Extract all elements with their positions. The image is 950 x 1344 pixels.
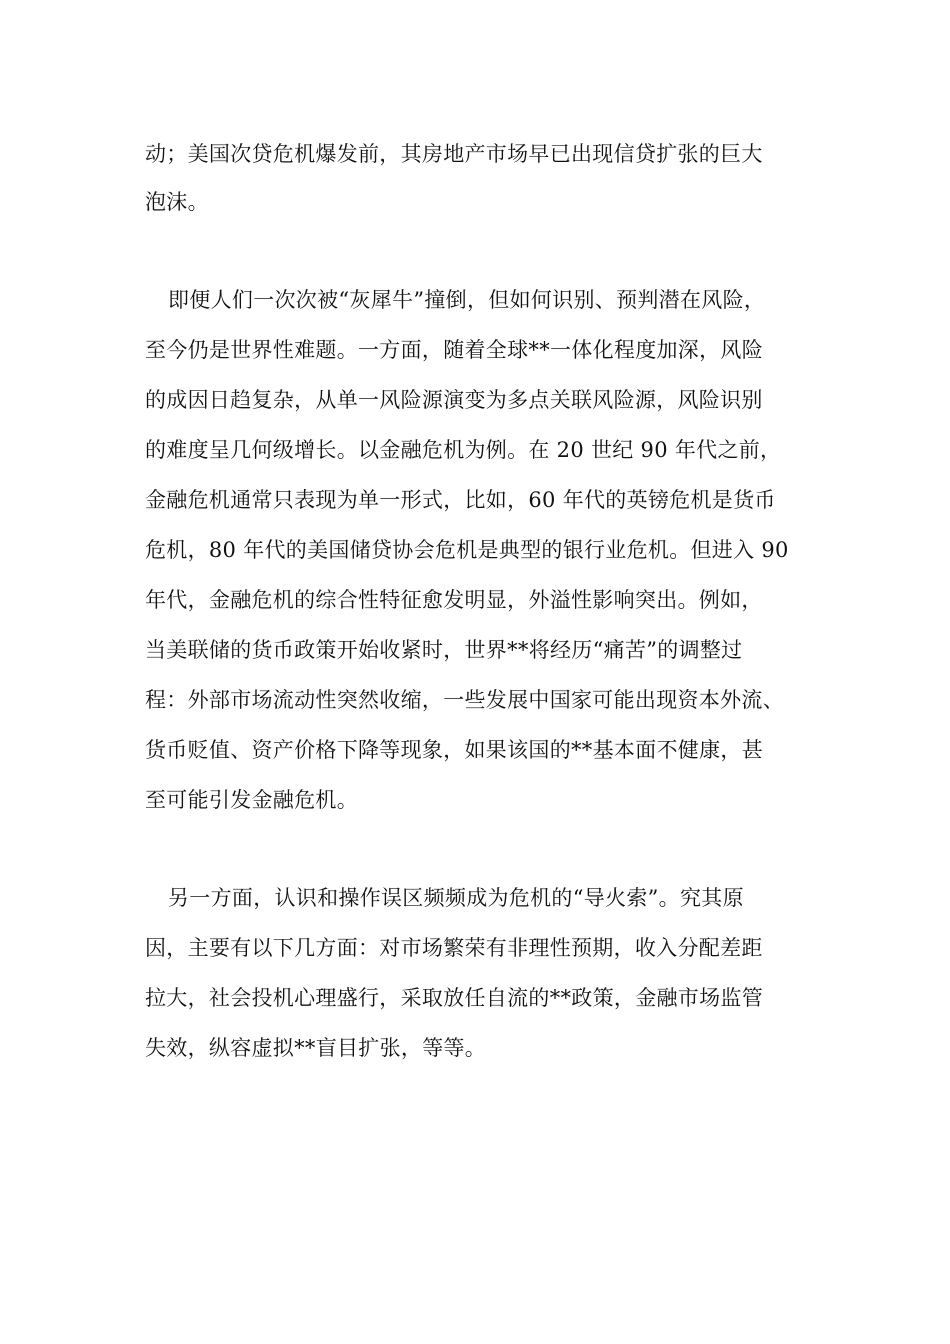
paragraph-3-line-1: 另一方面，认识和操作误区频频成为危机的“导火索”。究其原 bbox=[168, 886, 744, 910]
paragraph-2-line-10: 货币贬值、资产价格下降等现象，如果该国的**基本面不健康，甚 bbox=[145, 738, 763, 762]
paragraph-3-line-2: 因，主要有以下几方面：对市场繁荣有非理性预期，收入分配差距 bbox=[145, 936, 763, 960]
paragraph-2-line-3: 的成因日趋复杂，从单一风险源演变为多点关联风险源，风险识别 bbox=[145, 388, 763, 412]
paragraph-1-line-2: 泡沫。 bbox=[145, 190, 209, 214]
paragraph-2-line-2: 至今仍是世界性难题。一方面，随着全球**一体化程度加深，风险 bbox=[145, 338, 763, 362]
paragraph-2-line-6: 危机，80 年代的美国储贷协会危机是典型的银行业危机。但进入 90 bbox=[145, 538, 789, 562]
paragraph-2-line-4: 的难度呈几何级增长。以金融危机为例。在 20 世纪 90 年代之前， bbox=[145, 438, 782, 462]
paragraph-2-line-1: 即便人们一次次被“灰犀牛”撞倒，但如何识别、预判潜在风险， bbox=[168, 288, 766, 312]
paragraph-3-line-3: 拉大，社会投机心理盛行，采取放任自流的**政策，金融市场监管 bbox=[145, 986, 763, 1010]
paragraph-2-line-11: 至可能引发金融危机。 bbox=[145, 788, 358, 812]
paragraph-3-line-4: 失效，纵容虚拟**盲目扩张，等等。 bbox=[145, 1036, 487, 1060]
paragraph-2-line-8: 当美联储的货币政策开始收紧时，世界**将经历“痛苦”的调整过 bbox=[145, 638, 743, 662]
paragraph-2-line-9: 程：外部市场流动性突然收缩，一些发展中国家可能出现资本外流、 bbox=[145, 688, 784, 712]
paragraph-2-line-5: 金融危机通常只表现为单一形式，比如，60 年代的英镑危机是货币 bbox=[145, 488, 776, 512]
paragraph-1-line-1: 动；美国次贷危机爆发前，其房地产市场早已出现信贷扩张的巨大 bbox=[145, 142, 763, 166]
paragraph-2-line-7: 年代，金融危机的综合性特征愈发明显，外溢性影响突出。例如， bbox=[145, 588, 763, 612]
